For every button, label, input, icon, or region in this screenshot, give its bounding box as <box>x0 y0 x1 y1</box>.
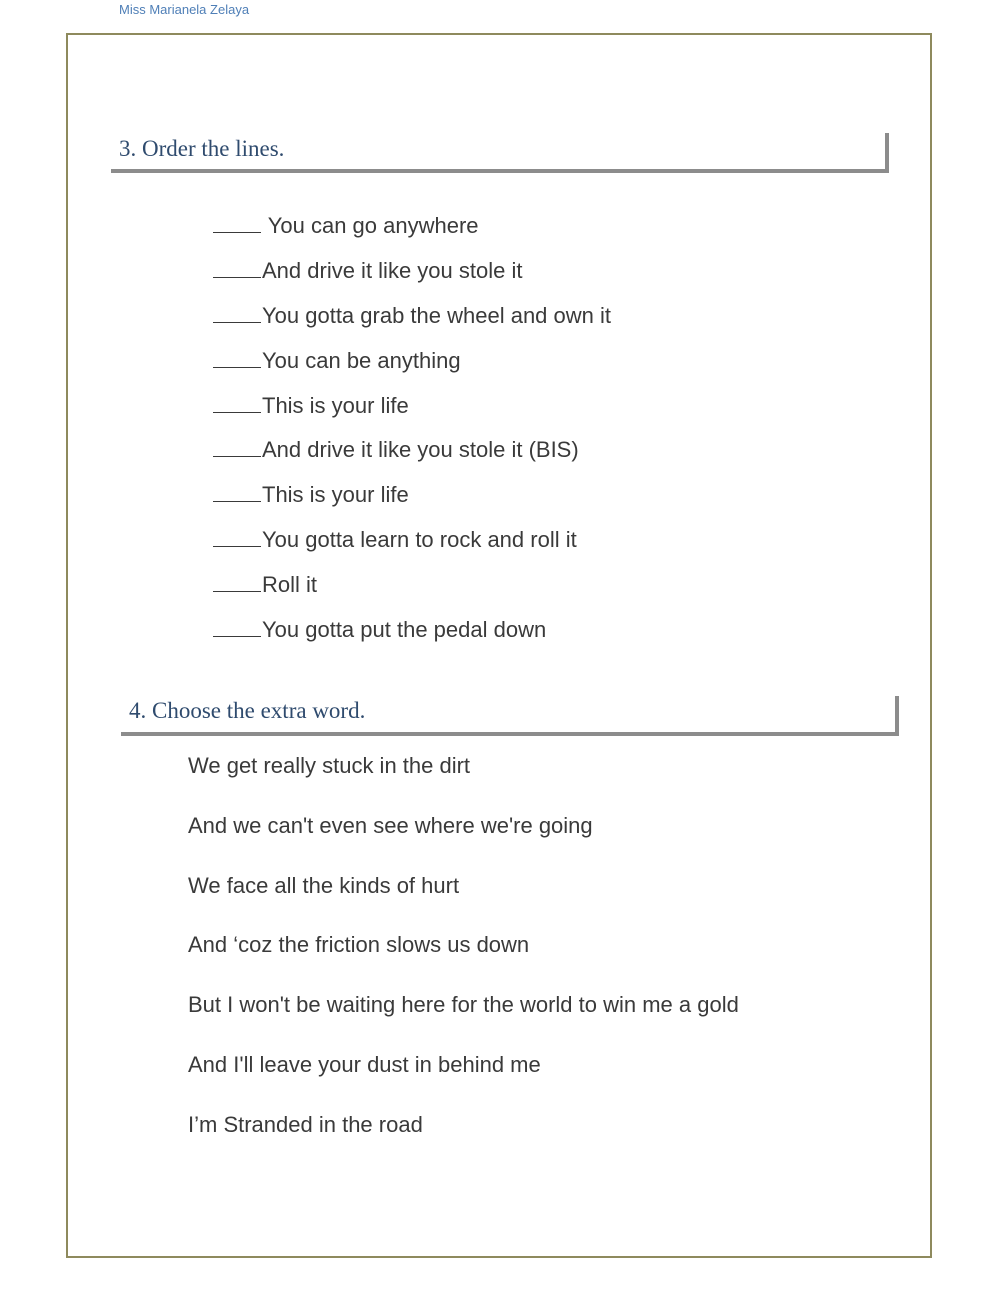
line-text: And drive it like you stole it <box>262 257 523 283</box>
lyric-line[interactable]: And ‘coz the friction slows us down <box>188 932 530 958</box>
list-item <box>213 432 611 477</box>
list-item <box>213 343 611 388</box>
answer-blank[interactable] <box>213 208 261 233</box>
answer-blank[interactable] <box>213 253 261 278</box>
section-4-title: 4. Choose the extra word. <box>129 698 366 723</box>
line-text: And drive it like you stole it (BIS) <box>262 437 579 463</box>
answer-blank[interactable] <box>213 343 261 368</box>
list-item <box>213 522 611 567</box>
line-text: You can go anywhere <box>262 213 479 238</box>
list-item <box>213 208 611 253</box>
list-item <box>213 567 611 612</box>
list-item <box>213 388 611 433</box>
list-item <box>213 477 611 522</box>
answer-blank[interactable] <box>213 388 261 413</box>
lyric-line[interactable]: I’m Stranded in the road <box>188 1111 423 1137</box>
lyric-line[interactable]: And we can't even see where we're going <box>188 812 593 838</box>
lyric-line[interactable]: We get really stuck in the dirt <box>188 753 471 778</box>
answer-blank[interactable] <box>213 298 261 323</box>
line-text: Roll it <box>262 572 318 598</box>
lyric-line[interactable]: We face all the kinds of hurt <box>188 872 460 898</box>
list-item <box>213 253 611 298</box>
extra-word-list <box>188 749 739 1168</box>
section-3-title: 3. Order the lines. <box>119 136 285 161</box>
line-text: You gotta grab the wheel and own it <box>262 302 612 328</box>
answer-blank[interactable] <box>213 477 261 502</box>
line-text: This is your life <box>262 392 409 418</box>
lyric-line[interactable]: And I'll leave your dust in behind me <box>188 1051 541 1077</box>
list-item <box>213 298 611 343</box>
answer-blank[interactable] <box>213 432 261 457</box>
list-item <box>213 612 611 657</box>
line-text: You gotta put the pedal down <box>262 617 547 643</box>
lyric-line[interactable]: But I won't be waiting here for the world to win me a gold <box>188 992 739 1018</box>
line-text: This is your life <box>262 482 409 508</box>
section-3-heading <box>111 133 889 173</box>
line-text: You gotta learn to rock and roll it <box>262 527 577 553</box>
answer-blank[interactable] <box>213 522 261 547</box>
answer-blank[interactable] <box>213 612 261 637</box>
section-4-heading <box>121 696 899 736</box>
order-lines-list <box>213 208 611 657</box>
line-text: You can be anything <box>262 347 461 373</box>
answer-blank[interactable] <box>213 567 261 592</box>
author-name: Miss Marianela Zelaya <box>119 2 250 17</box>
